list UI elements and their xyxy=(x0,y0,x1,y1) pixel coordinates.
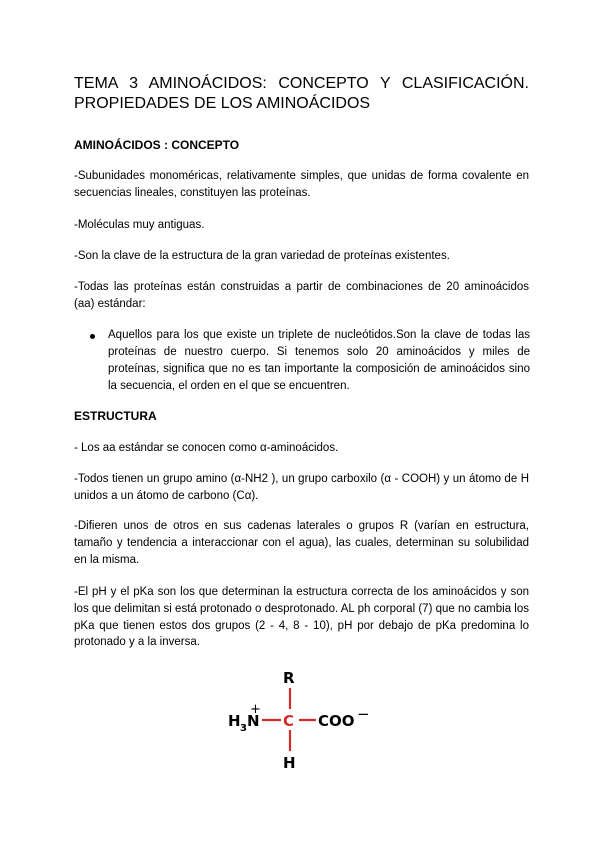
paragraph-subunidades: -Subunidades monoméricas, relativamente simples, que unidas de forma covalente en secuencias lineales, constituyen las proteínas. xyxy=(74,170,529,199)
paragraph-todas-proteinas: -Todas las proteínas están construidas a partir de combinaciones de 20 aminoácidos (aa) estándar: xyxy=(74,281,529,310)
amino-h-label: H xyxy=(228,712,241,730)
paragraph-grupos: -Todos tienen un grupo amino (α-NH2 ), un grupo carboxilo (α - COOH) y un átomo de H unidos a un átomo de carbono (Cα). xyxy=(74,473,529,502)
bullet-item: Aquellos para los que existe un triplete de nucleótidos.Son la clave de todas las proteínas de nuestro cuerpo. Si tenemos solo 20 aminoácidos y miles de proteínas, significa que no es tan importante la composición de aminoácidos sino la secuencia, el orden en el que se encuentren. xyxy=(108,329,530,392)
carboxylate-charge-label: − xyxy=(357,705,370,723)
amino-acid-structure-diagram xyxy=(226,668,376,772)
section-heading-concepto: AMINOÁCIDOS : CONCEPTO xyxy=(74,138,240,152)
alpha-carbon-label: C xyxy=(283,712,295,730)
amino-charge-label: + xyxy=(250,702,261,717)
paragraph-moleculas: -Moléculas muy antiguas. xyxy=(74,219,205,231)
paragraph-alfa-aminoacidos: - Los aa estándar se conocen como α-aminoácidos. xyxy=(74,442,339,454)
paragraph-ph-pka: -El pH y el pKa son los que determinan la estructura correcta de los aminoácidos y son los que delimitan si está protonado o desprotonado. AL ph corporal (7) que no cambia los pKa que tienen estos dos grupos (2 - 4, 8 - 10), pH por debajo de pKa predomina lo protonado y a la inversa. xyxy=(74,586,529,649)
amino-subscript-label: 3 xyxy=(240,723,247,734)
r-group-label: R xyxy=(283,669,295,687)
bullet-list xyxy=(90,327,530,395)
carboxylate-label: COO xyxy=(318,712,355,730)
paragraph-clave: -Son la clave de la estructura de la gran variedad de proteínas existentes. xyxy=(74,250,450,262)
section-heading-estructura: ESTRUCTURA xyxy=(74,409,157,423)
amino-n-label: N xyxy=(247,712,260,730)
page-title: TEMA 3 AMINOÁCIDOS: CONCEPTO Y CLASIFICACIÓN. PROPIEDADES DE LOS AMINOÁCIDOS xyxy=(74,75,529,112)
bottom-h-label: H xyxy=(283,754,296,772)
bullet-dot-icon xyxy=(90,334,95,339)
paragraph-cadenas-laterales: -Difieren unos de otros en sus cadenas laterales o grupos R (varían en estructura, tamaño y tendencia a interaccionar con el agua), las cuales, determinan su solubilidad en la misma. xyxy=(74,520,529,566)
